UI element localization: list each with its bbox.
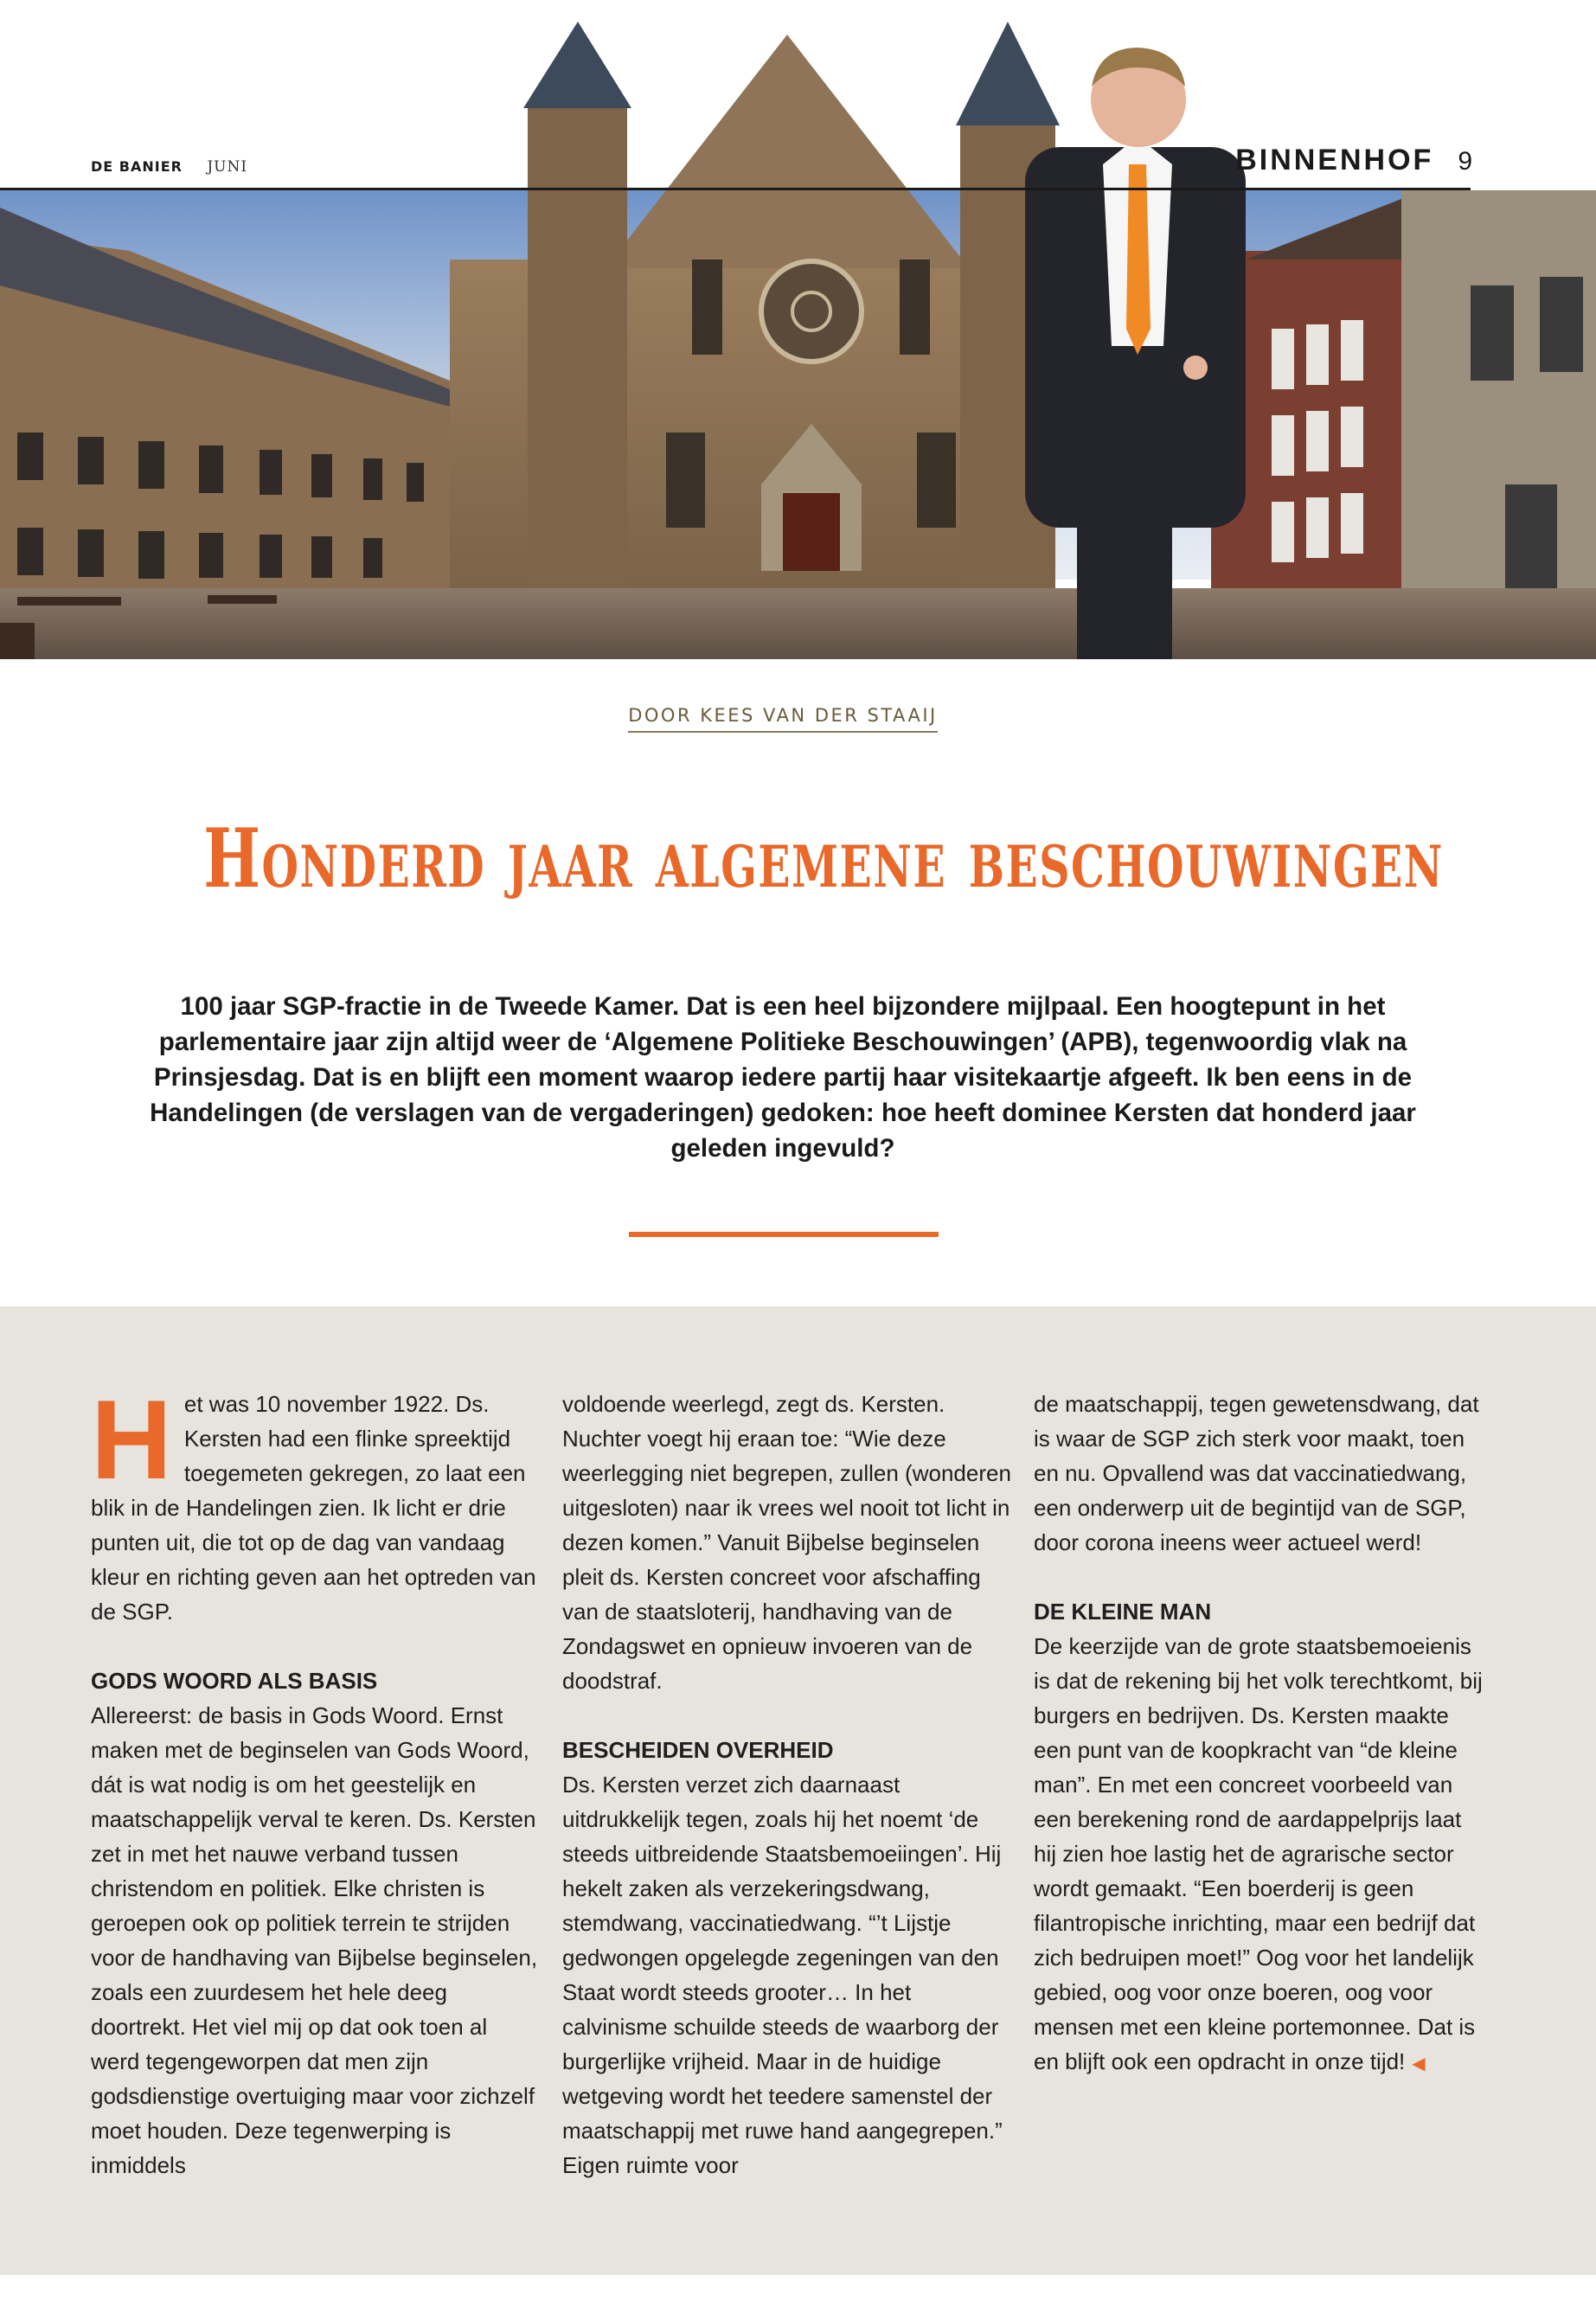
column-3 [1034, 1387, 1484, 2081]
intro-divider [629, 1232, 939, 1237]
running-header [91, 158, 247, 176]
end-mark-icon: ◀ [1412, 2054, 1426, 2073]
byline-text: DOOR KEES VAN DER STAAIJ [628, 705, 938, 733]
header-rule [0, 188, 1471, 190]
subheading-bescheiden-overheid: BESCHEIDEN OVERHEID [562, 1737, 834, 1763]
paragraph-text: Allereerst: de basis in Gods Woord. Ernst maken met de beginselen van Gods Woord, dát is wat nodig is om het geestelijk en maatschappelijk verval te keren. Ds. Kersten zet in met het nauwe verband tussen christendom en politiek. Elke christen is geroepen ook op politiek terrein te strijden voor de handhaving van Bijbelse beginselen, zoals een zuurdesem het hele deeg doortrekt. Het viel mij op dat ook toen al werd tegengeworpen dat men zijn godsdienstige overtuiging maar voor zichzelf moet houden. Deze tegenwerping is inmiddels [91, 1702, 538, 2178]
drop-cap: H [91, 1376, 172, 1503]
byline [0, 705, 1566, 733]
subheading-gods-woord: GODS WOORD ALS BASIS [91, 1668, 378, 1694]
column-2 [562, 1387, 1012, 2182]
paragraph-text: voldoende weerlegd, zegt ds. Kersten. Nuchter voegt hij eraan toe: “Wie deze weerlegging niet begrepen, zullen (wonderen uitgesloten) naar ik vrees wel nooit tot licht in dezen komen.” Vanuit Bijbelse beginselen pleit ds. Kersten concreet voor afschaffing van de staatsloterij, handhaving van de Zondagswet en opnieuw invoeren van de doodstraf. [562, 1391, 1011, 1694]
magazine-name: DE BANIER [91, 158, 183, 175]
paragraph-closing [1034, 1629, 1484, 2081]
binnenhof-photo [0, 0, 1596, 659]
subheading-de-kleine-man: DE KLEINE MAN [1034, 1599, 1212, 1625]
paragraph-text: Ds. Kersten verzet zich daarnaast uitdrukkelijk tegen, zoals hij het noemt ‘de steeds uitbreidende Staatsbemoeiingen’. Hij hekelt zaken als verzekeringsdwang, stemdwang, vaccinatiedwang. “’t Lijstje gedwongen opgelegde zegeningen van den Staat wordt steeds grooter… In het calvinisme schuilde steeds de waarborg der burgerlijke vrijheid. Maar in de huidige wetgeving wordt het teedere samenstel der maatschappij met ruwe hand aangegrepen.” Eigen ruimte voor [562, 1772, 1003, 2178]
paragraph-text: De keerzijde van de grote staatsbemoeienis is dat de rekening bij het volk terechtkomt, bij burgers en bedrijven. Ds. Kersten maakte een punt van de koopkracht van “de kleine man”. En met een concreet voorbeeld van een berekening rond de aardappelprijs laat hij zien hoe lastig het de agrarische sector wordt gemaakt. “Een boerderij is geen filantropische inrichting, maar een bedrijf dat zich bedruipen moet!” Oog voor het landelijk gebied, oog voor onze boeren, oog voor mensen met een kleine portemonnee. Dat is en blijft ook een opdracht in onze tijd! [1034, 1633, 1483, 2074]
article-intro: 100 jaar SGP-fractie in de Tweede Kamer. Dat is een heel bijzondere mijlpaal. Een hoogtepunt in het parlementaire jaar zijn altijd weer de ‘Algemene Politieke Beschouwingen’ (APB), tegenwoordig vlak na Prinsjesdag. Dat is en blijft een moment waarop iedere partij haar visitekaartje afgeeft. Ik ben eens in de Handelingen (de verslagen van de vergaderingen) gedoken: hoe heeft dominee Kersten dat honderd jaar geleden ingevuld? [150, 992, 1416, 1163]
paragraph-text: et was 10 november 1922. Ds. Kersten had een flinke spreektijd toegemeten gekregen, zo laat een blik in de Handelingen zien. Ik licht er drie punten uit, die tot op de dag van vandaag kleur en richting geven aan het optreden van de SGP. [91, 1391, 536, 1625]
section-header [1235, 144, 1475, 177]
issue-month: JUNI [207, 158, 248, 176]
page-number: 9 [1458, 147, 1475, 176]
section-name: BINNENHOF [1235, 144, 1434, 176]
column-1 [91, 1376, 541, 2182]
article-title: Honderd jaar algemene beschouwingen [203, 811, 1444, 907]
paragraph-text: de maatschappij, tegen gewetensdwang, dat is waar de SGP zich sterk voor maakt, toen en nu. Opvallend was dat vaccinatiedwang, een onderwerp uit de begintijd van de SGP, door corona ineens weer actueel werd! [1034, 1391, 1479, 1555]
paragraph-opening [91, 1376, 541, 1629]
